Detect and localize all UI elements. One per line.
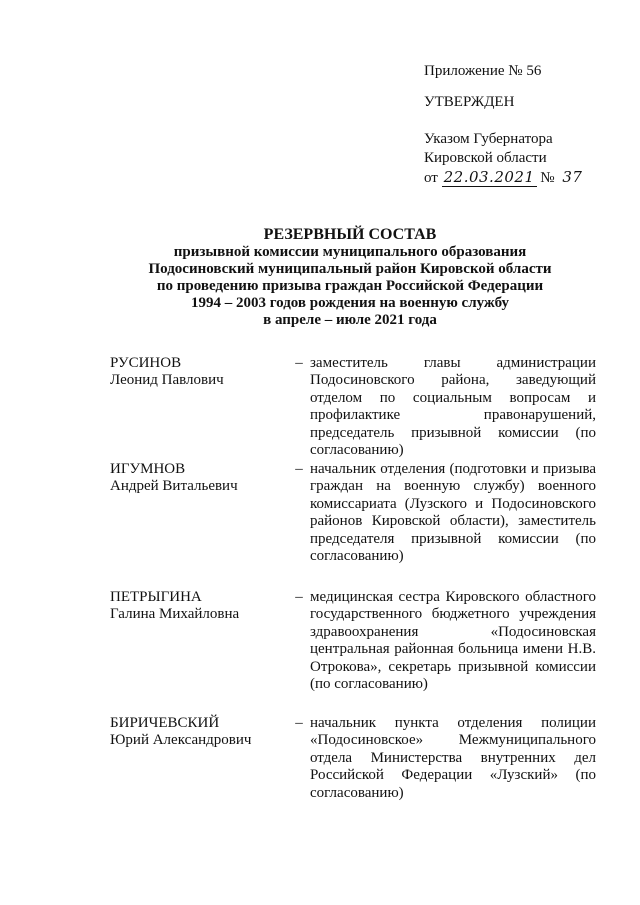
number-sign: № (540, 170, 555, 186)
member-name (110, 355, 288, 459)
title-line-2: Подосиновский муниципальный район Кировской области (148, 261, 552, 277)
title-line-1: призывной комиссии муниципального образования (173, 244, 527, 260)
approved-label: УТВЕРЖДЕН (424, 94, 515, 110)
title-main: РЕЗЕРВНЫЙ СОСТАВ (263, 226, 437, 243)
member-given-name: Галина Михайловна (110, 606, 240, 623)
member-surname: РУСИНОВ (110, 355, 182, 371)
member-surname: ИГУМНОВ (110, 461, 186, 477)
date-prefix: от (424, 170, 438, 186)
decree-line-2: Кировской области (424, 150, 547, 166)
member-name (110, 715, 288, 802)
title-line-3: по проведению призыва граждан Российской Федерации (156, 278, 544, 294)
member-name (110, 461, 288, 565)
member-given-name: Леонид Павлович (110, 372, 224, 389)
handwritten-date: 22.03.2021 (443, 168, 535, 186)
list-item (110, 355, 596, 459)
member-role: заместитель главы администрации Подосиновского района, заведующий отделом по социальным вопросам и профилактике правонарушений, председатель призывной комиссии (по согласованию) (310, 355, 596, 459)
decree-date-row (424, 168, 614, 188)
member-given-name: Андрей Витальевич (110, 478, 238, 495)
list-item (110, 461, 596, 565)
member-role: медицинская сестра Кировского областного государственного бюджетного учреждения здравоохранения «Подосиновская центральная районная больница имени Н.В. Отрокова», секретарь призывной комиссии (по согласованию) (310, 589, 596, 693)
member-role: начальник пункта отделения полиции «Подосиновское» Межмуниципального отдела Министерства внутренних дел Российской Федерации «Лузский» (по согласованию) (310, 715, 596, 801)
list-item (110, 589, 596, 693)
title-line-5: в апреле – июле 2021 года (263, 312, 437, 328)
member-dash: – (295, 355, 303, 371)
member-name (110, 589, 288, 693)
member-surname: ПЕТРЫГИНА (110, 589, 202, 605)
member-role: начальник отделения (подготовки и призыва граждан на военную службу) военного комиссариата (Лузского и Подосиновского районов Кировской области), заместитель председателя призывной комиссии (по согласованию) (310, 461, 596, 565)
member-given-name: Юрий Александрович (110, 732, 252, 749)
title-line-4: 1994 – 2003 годов рождения на военную службу (190, 295, 510, 311)
document-title (110, 226, 590, 329)
list-item (110, 715, 596, 802)
appendix-label: Приложение № 56 (424, 63, 542, 79)
handwritten-number: 37 (562, 168, 583, 186)
member-surname: БИРИЧЕВСКИЙ (110, 715, 220, 731)
decree-line-1: Указом Губернатора (424, 131, 553, 147)
member-dash: – (295, 461, 303, 477)
approval-header (424, 62, 614, 188)
member-dash: – (295, 715, 303, 731)
member-dash: – (295, 589, 303, 605)
